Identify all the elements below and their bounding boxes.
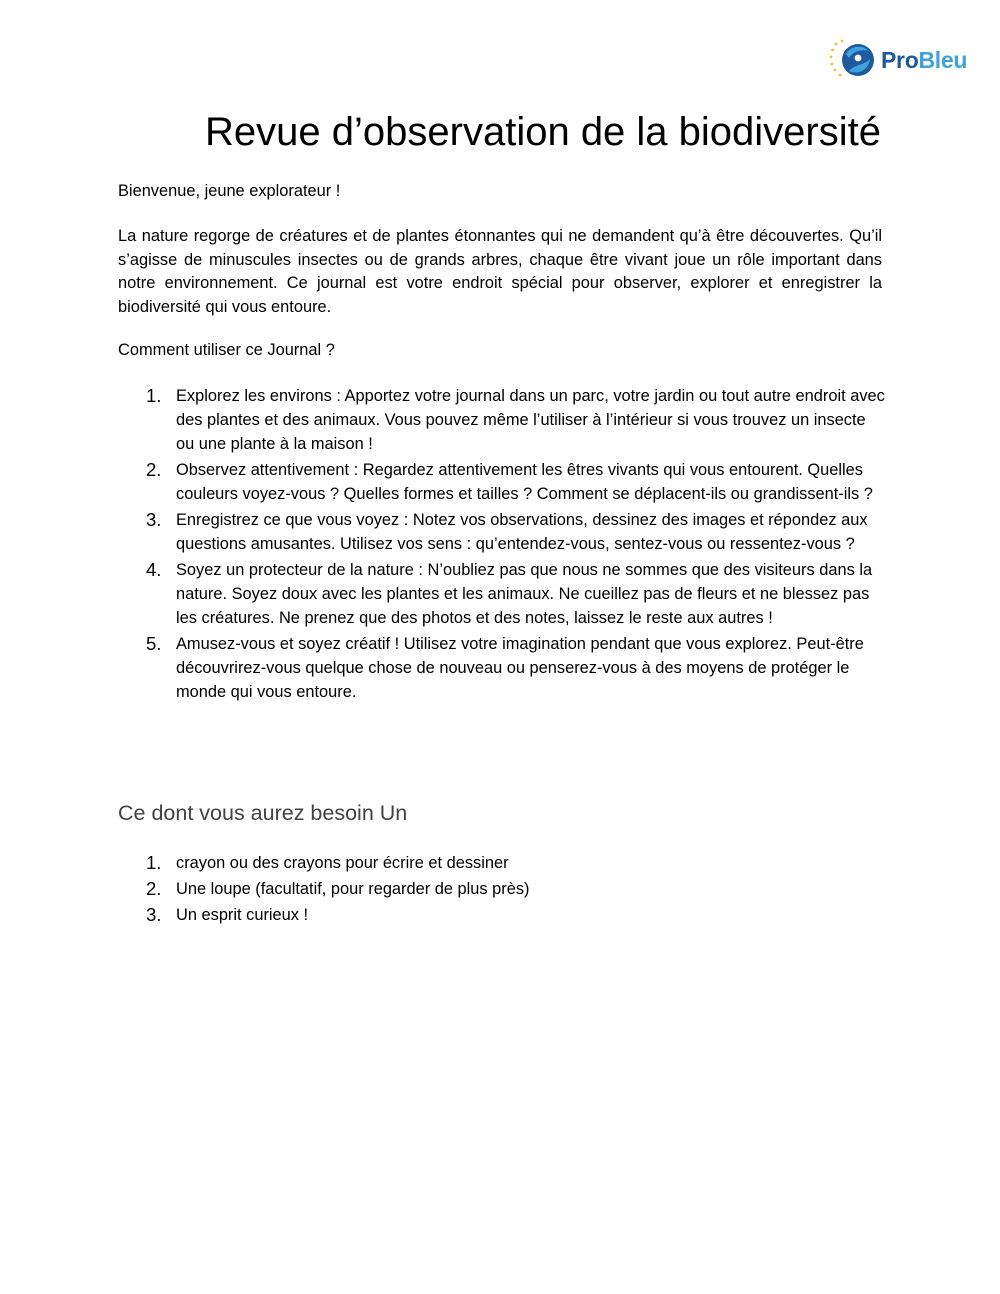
howto-item	[118, 632, 888, 704]
greeting-text: Bienvenue, jeune explorateur !	[118, 182, 341, 200]
list-number: 2.	[146, 459, 162, 480]
list-item-text: Soyez un protecteur de la nature : N’oubliez pas que nous ne sommes que des visiteurs dans la nature. Soyez doux avec les plantes et les animaux. Ne cueillez pas de fleurs et ne blessez pas les créatures. Ne prenez que des photos et des notes, laissez le reste aux autres !	[176, 561, 873, 627]
probleu-logo-icon	[829, 38, 877, 82]
needs-item	[118, 877, 888, 901]
list-number: 1.	[146, 852, 162, 873]
list-number: 4.	[146, 559, 162, 580]
intro-paragraph: La nature regorge de créatures et de plantes étonnantes qui ne demandent qu’à être découvertes. Qu’il s’agisse de minuscules insectes ou de grands arbres, chaque être vivant joue un rôle important dans notre environnement. Ce journal est votre endroit spécial pour observer, explorer et enregistrer la biodiversité qui vous entoure.	[118, 227, 882, 316]
list-item-text: Enregistrez ce que vous voyez : Notez vos observations, dessinez des images et répondez aux questions amusantes. Utilisez vos sens : qu’entendez-vous, sentez-vous ou ressentez-vous ?	[176, 511, 868, 553]
howto-item	[118, 558, 888, 630]
list-item-text: Observez attentivement : Regardez attentivement les êtres vivants qui vous entourent. Quelles couleurs voyez-vous ? Quelles formes et tailles ? Comment se déplacent-ils ou grandissent-ils ?	[176, 461, 873, 503]
howto-item	[118, 458, 888, 506]
needs-item	[118, 851, 888, 875]
howto-item	[118, 508, 888, 556]
list-item-text: Un esprit curieux !	[176, 906, 309, 924]
list-item-text: Amusez-vous et soyez créatif ! Utilisez votre imagination pendant que vous explorez. Peut-être découvrirez-vous quelque chose de nouveau ou penserez-vous à des moyens de protéger le monde qui vous entoure.	[176, 635, 864, 701]
page-title: Revue d’observation de la biodiversité	[205, 110, 881, 154]
logo-wordmark-pro: Pro	[881, 46, 919, 73]
probleu-logo	[829, 38, 967, 82]
list-item-text: Explorez les environs : Apportez votre journal dans un parc, votre jardin ou tout autre endroit avec des plantes et des animaux. Vous pouvez même l’utiliser à l’intérieur si vous trouvez un insecte ou une plante à la maison !	[176, 387, 885, 453]
needs-list	[118, 851, 888, 929]
list-number: 2.	[146, 878, 162, 899]
list-number: 1.	[146, 385, 162, 406]
needs-heading: Ce dont vous aurez besoin Un	[118, 801, 408, 825]
list-number: 3.	[146, 509, 162, 530]
logo-wordmark	[881, 47, 967, 74]
logo-wordmark-bleu: Bleu	[918, 46, 968, 73]
howto-list	[118, 384, 888, 706]
list-item-text: crayon ou des crayons pour écrire et dessiner	[176, 854, 509, 872]
howto-item	[118, 384, 888, 456]
list-item-text: Une loupe (facultatif, pour regarder de plus près)	[176, 880, 530, 898]
list-number: 5.	[146, 633, 162, 654]
howto-heading: Comment utiliser ce Journal ?	[118, 341, 335, 359]
needs-item	[118, 903, 888, 927]
list-number: 3.	[146, 904, 162, 925]
